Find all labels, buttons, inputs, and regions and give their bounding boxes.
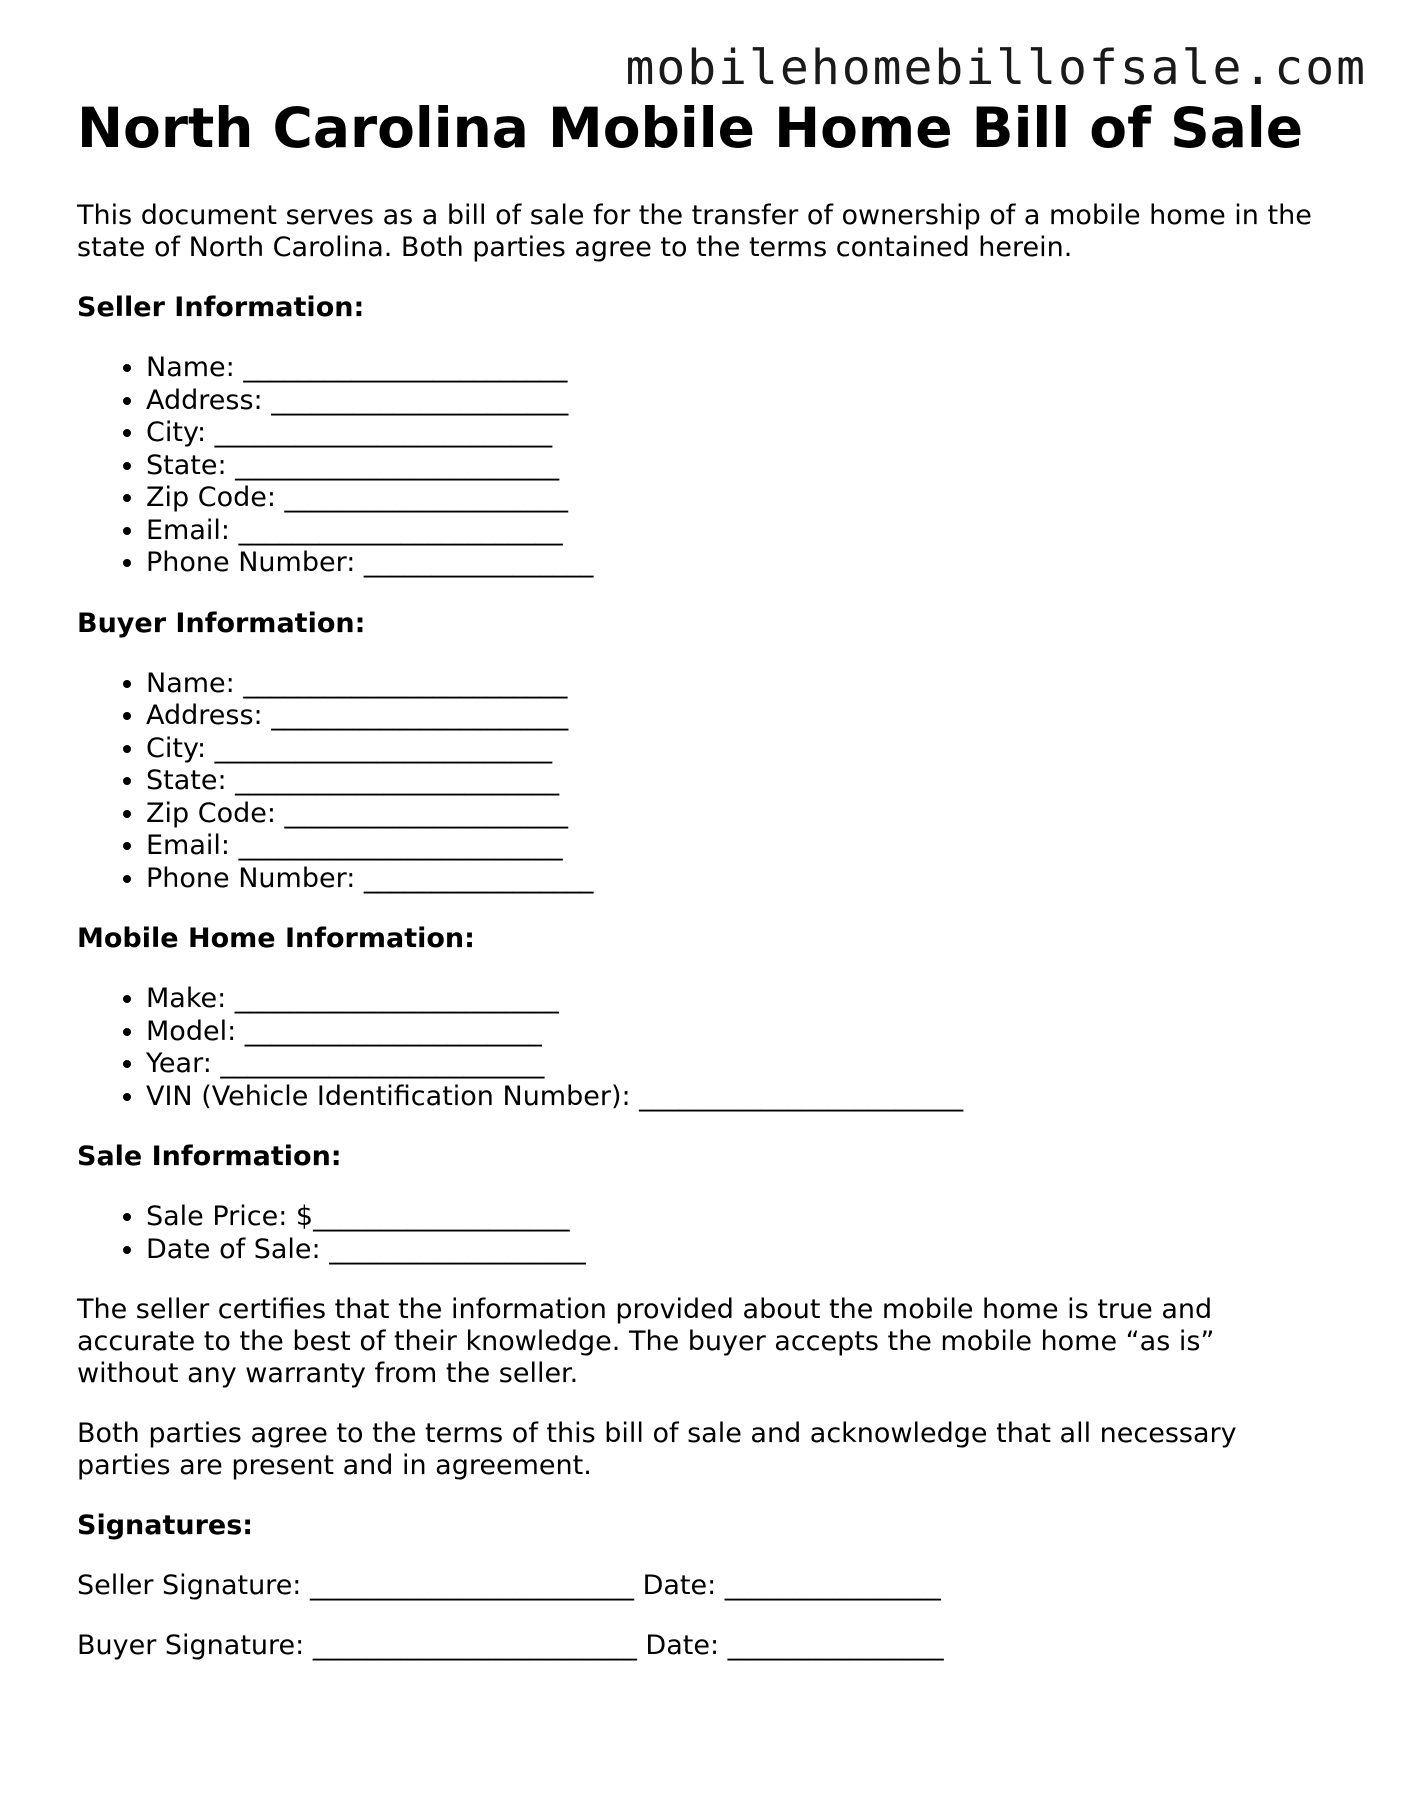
home-year-field: • Year: ________________________ [146,1048,1317,1081]
sale-fields-list [77,1201,1317,1266]
buyer-signature-line: Buyer Signature: ________________________ Date: ________________ [77,1630,944,1661]
document-title: North Carolina Mobile Home Bill of Sale [77,96,1304,160]
buyer-address-field: • Address: ______________________ [146,700,1317,733]
buyer-fields-list [77,668,1317,896]
seller-fields-list [77,352,1317,580]
buyer-phone-field: • Phone Number: _________________ [146,863,1317,896]
site-watermark: mobilehomebillofsale.com [625,40,1367,96]
sale-heading: Sale Information: [77,1141,342,1172]
agreement-paragraph: Both parties agree to the terms of this bill of sale and acknowledge that all necessary parties are present and in agreement. [77,1418,1237,1481]
seller-state-field: • State: ________________________ [146,450,1317,483]
signatures-heading: Signatures: [77,1510,254,1541]
home-make-field: • Make: ________________________ [146,983,1317,1016]
home-heading: Mobile Home Information: [77,923,475,954]
document-body [77,200,1317,1690]
buyer-heading: Buyer Information: [77,607,366,639]
certification-paragraph: The seller certifies that the information provided about the mobile home is true and accurate to the best of their knowledge. The buyer accepts the mobile home “as is” without any warranty from the seller. [77,1294,1215,1389]
buyer-city-field: • City: _________________________ [146,733,1317,766]
buyer-email-field: • Email: ________________________ [146,830,1317,863]
seller-signature-line: Seller Signature: ________________________ Date: ________________ [77,1570,941,1601]
home-fields-list [77,983,1317,1113]
buyer-state-field: • State: ________________________ [146,765,1317,798]
buyer-name-field: • Name: ________________________ [146,668,1317,701]
intro-paragraph: This document serves as a bill of sale for the transfer of ownership of a mobile home in the state of North Carolina. Both parties agree to the terms contained herein. [77,200,1312,263]
sale-date-field: • Date of Sale: ___________________ [146,1234,1317,1267]
home-model-field: • Model: ______________________ [146,1016,1317,1049]
seller-name-field: • Name: ________________________ [146,352,1317,385]
seller-city-field: • City: _________________________ [146,417,1317,450]
buyer-zip-field: • Zip Code: _____________________ [146,798,1317,831]
seller-phone-field: • Phone Number: _________________ [146,547,1317,580]
seller-address-field: • Address: ______________________ [146,385,1317,418]
seller-zip-field: • Zip Code: _____________________ [146,482,1317,515]
sale-price-field: • Sale Price: $___________________ [146,1201,1317,1234]
home-vin-field: • VIN (Vehicle Identification Number): ________________________ [146,1081,1317,1114]
seller-heading: Seller Information: [77,292,365,323]
seller-email-field: • Email: ________________________ [146,515,1317,548]
